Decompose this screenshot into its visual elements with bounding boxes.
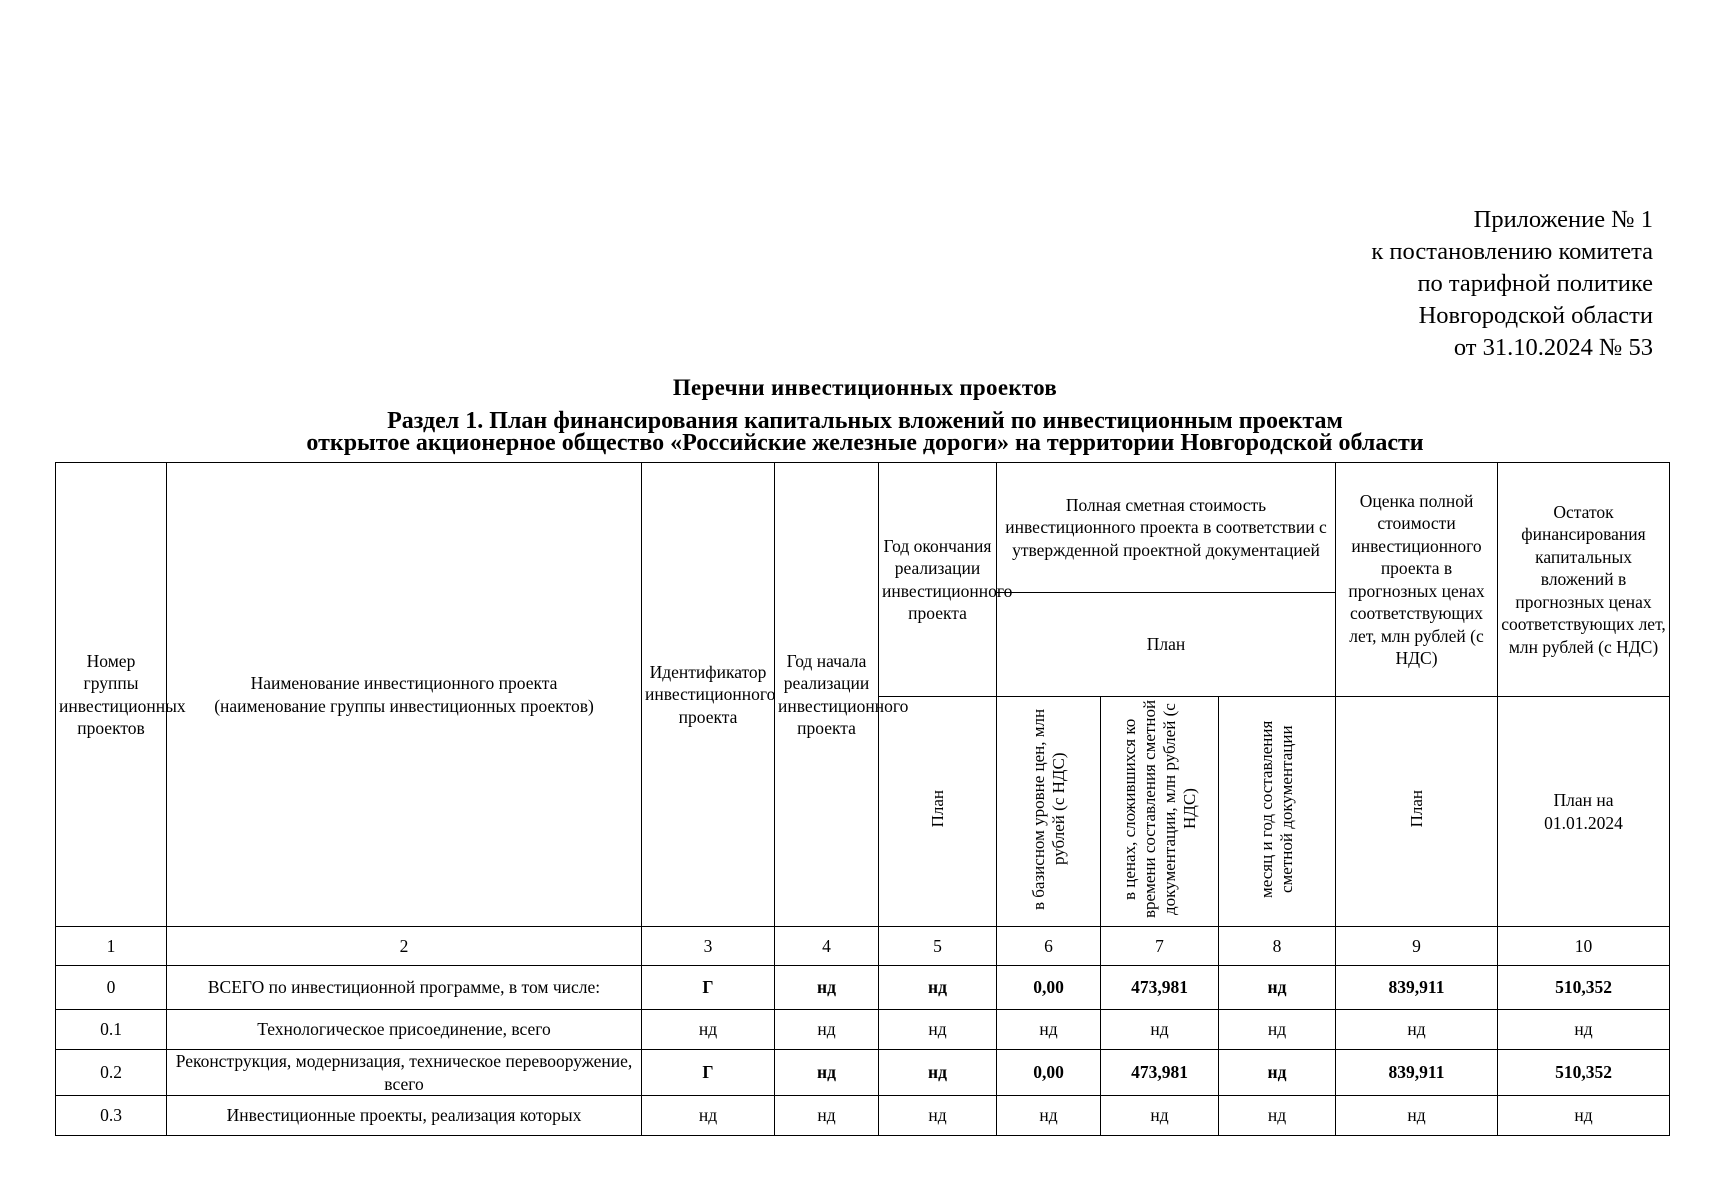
header-estimated-cost: Полная сметная стоимость инвестиционного проекта в соответствии с утвержденной проектной документацией — [997, 463, 1336, 593]
appendix-line-4: Новгородской области — [1418, 302, 1653, 329]
row-project-name: Технологическое присоединение, всего — [167, 1010, 642, 1050]
appendix-line-5: от 31.10.2024 № 53 — [1453, 334, 1653, 361]
column-number: 7 — [1101, 927, 1219, 966]
row-start-year: нд — [775, 1096, 879, 1136]
header-col6-sub — [997, 697, 1101, 927]
row-project-name: Реконструкция, модернизация, техническое перевооружение, всего — [167, 1050, 642, 1096]
row-full-cost: нд — [1336, 1010, 1498, 1050]
row-id: нд — [642, 1010, 775, 1050]
row-end-year: нд — [879, 1050, 997, 1096]
header-col8-sub-text: месяц и год составления сметной документации — [1257, 720, 1296, 898]
row-number: 0.2 — [56, 1050, 167, 1096]
header-project-name — [167, 463, 642, 927]
row-balance: 510,352 — [1498, 1050, 1670, 1096]
header-col7-sub — [1101, 697, 1219, 927]
row-base-cost: нд — [997, 1096, 1101, 1136]
appendix-line-1: Приложение № 1 — [1473, 206, 1653, 233]
column-number: 2 — [167, 927, 642, 966]
header-project-name-line2: (наименование группы инвестиционных проектов) — [214, 695, 594, 716]
row-end-year: нд — [879, 1096, 997, 1136]
header-col7-sub-text: в ценах, сложившихся ко времени составления сметной документации, млн рублей (с НДС) — [1119, 699, 1199, 918]
header-col6-sub-text: в базисном уровне цен, млн рублей (с НДС) — [1028, 708, 1068, 910]
investment-projects-table — [55, 462, 1670, 1136]
row-full-cost: 839,911 — [1336, 1050, 1498, 1096]
document-title: Перечни инвестиционных проектов — [672, 375, 1058, 400]
header-end-year: Год окончания реализации инвестиционного проекта — [879, 463, 997, 697]
column-number: 9 — [1336, 927, 1498, 966]
row-estimate-date: нд — [1219, 1050, 1336, 1096]
row-base-cost: нд — [997, 1010, 1101, 1050]
header-full-cost-estimate: Оценка полной стоимости инвестиционного проекта в прогнозных ценах соответствующих лет, млн рублей (с НДС) — [1336, 463, 1498, 697]
row-estimate-date: нд — [1219, 1010, 1336, 1050]
column-number: 6 — [997, 927, 1101, 966]
column-number: 4 — [775, 927, 879, 966]
row-estimate-cost: 473,981 — [1101, 1050, 1219, 1096]
row-project-name: Инвестиционные проекты, реализация которых — [167, 1096, 642, 1136]
header-plan: План — [997, 593, 1336, 697]
row-full-cost: нд — [1336, 1096, 1498, 1136]
row-estimate-cost: 473,981 — [1101, 966, 1219, 1010]
header-project-id: Идентификатор инвестиционного проекта — [642, 463, 775, 927]
row-start-year: нд — [775, 1050, 879, 1096]
row-end-year: нд — [879, 966, 997, 1010]
appendix-line-3: по тарифной политике — [1417, 270, 1653, 297]
appendix-block — [1371, 204, 1653, 364]
row-balance: 510,352 — [1498, 966, 1670, 1010]
row-balance: нд — [1498, 1096, 1670, 1136]
table-row — [56, 1096, 1670, 1136]
row-id: Г — [642, 1050, 775, 1096]
appendix-line-2: к постановлению комитета — [1371, 238, 1653, 265]
column-number: 3 — [642, 927, 775, 966]
row-full-cost: 839,911 — [1336, 966, 1498, 1010]
row-base-cost: 0,00 — [997, 1050, 1101, 1096]
column-number: 1 — [56, 927, 167, 966]
row-start-year: нд — [775, 966, 879, 1010]
column-numbers-row — [56, 927, 1670, 966]
row-estimate-cost: нд — [1101, 1096, 1219, 1136]
row-number: 0 — [56, 966, 167, 1010]
table-row — [56, 1010, 1670, 1050]
column-number: 5 — [879, 927, 997, 966]
header-start-year: Год начала реализации инвестиционного проекта — [775, 463, 879, 927]
row-balance: нд — [1498, 1010, 1670, 1050]
header-col5-plan — [879, 697, 997, 927]
header-col5-plan-text: План — [927, 790, 947, 828]
table-row — [56, 1050, 1670, 1096]
header-col8-sub — [1219, 697, 1336, 927]
row-id: Г — [642, 966, 775, 1010]
header-financing-balance: Остаток финансирования капитальных вложений в прогнозных ценах соответствующих лет, млн рублей (с НДС) — [1498, 463, 1670, 697]
row-estimate-cost: нд — [1101, 1010, 1219, 1050]
row-number: 0.3 — [56, 1096, 167, 1136]
header-col9-plan — [1336, 697, 1498, 927]
row-estimate-date: нд — [1219, 1096, 1336, 1136]
row-end-year: нд — [879, 1010, 997, 1050]
row-number: 0.1 — [56, 1010, 167, 1050]
table-row — [56, 966, 1670, 1010]
row-estimate-date: нд — [1219, 966, 1336, 1010]
header-project-name-line1: Наименование инвестиционного проекта — [250, 673, 558, 693]
row-base-cost: 0,00 — [997, 966, 1101, 1010]
row-project-name: ВСЕГО по инвестиционной программе, в том числе: — [167, 966, 642, 1010]
column-number: 8 — [1219, 927, 1336, 966]
section-title — [0, 410, 1730, 454]
header-col9-plan-text: План — [1406, 790, 1426, 828]
section-title-line: Раздел 1. План финансирования капитальных вложений по инвестиционным проектам — [387, 408, 1343, 434]
row-id: нд — [642, 1096, 775, 1136]
header-group-number: Номер группы инвестиционных проектов — [56, 463, 167, 927]
header-col10-plan: План на 01.01.2024 — [1498, 697, 1670, 927]
row-start-year: нд — [775, 1010, 879, 1050]
column-number: 10 — [1498, 927, 1670, 966]
company-title-line: открытое акционерное общество «Российские железные дороги» на территории Новгородской области — [306, 430, 1424, 456]
